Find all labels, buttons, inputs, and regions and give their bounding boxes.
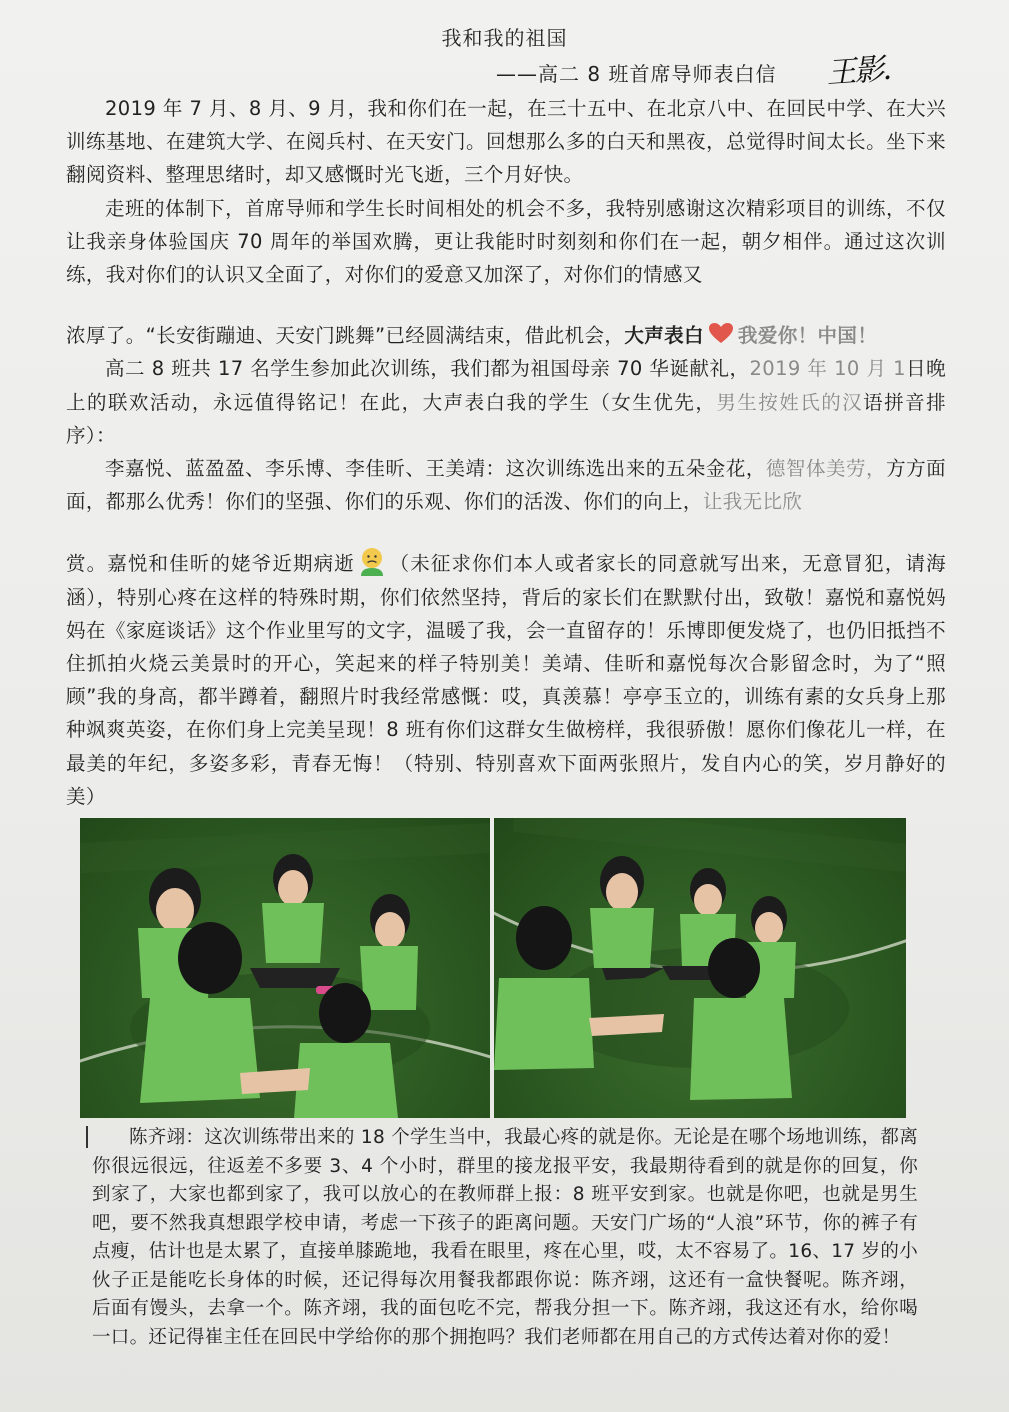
photo-row [80, 818, 906, 1118]
page-title: 我和我的祖国 [441, 26, 568, 50]
paragraph-4-text-a: 高二 8 班共 17 名学生参加此次训练，我们都为祖国母亲 70 华诞献礼， [105, 357, 750, 381]
group-photo-right [494, 818, 906, 1118]
paragraph-5-faded-b: 让我无比欣 [702, 490, 803, 514]
paragraph-5-text-b: 方方面面，都那么优秀！你们的坚强、你们的乐观、你们的活泼、你们的向上， [66, 457, 947, 514]
line-gap [66, 291, 946, 319]
page-subtitle: ——高二 8 班首席导师表白信 [496, 62, 777, 86]
heart-icon [708, 322, 734, 344]
paragraph-6 [66, 546, 946, 813]
paragraph-5 [66, 452, 946, 518]
paragraph-6-text-b: （未征求你们本人或者家长的同意就写出来，无意冒犯，请海涵），特别心疼在这样的特殊时期，你们依然坚持，背后的家长们在默默付出，致敬！嘉悦和嘉悦妈妈在《家庭谈话》这个作业里写的文字，温暖了我，会一直留存的！乐博即便发烧了，也仍旧抵挡不住抓拍火烧云美景时的开心，笑起来的样子特别美！美靖、佳昕和嘉悦每次合影留念时，为了“照顾”我的身高，都半蹲着，翻照片时我经常感慨：哎，真羡慕！亭亭玉立的，训练有素的女兵身上那种飒爽英姿，在你们身上完美呈现！8 班有你们这群女生做榜样，我很骄傲！愿你们像花儿一样，在最美的年纪，多姿多彩，青春无悔！（特别、特别喜欢下面两张照片，发自内心的笑，岁月静好的美） [66, 552, 946, 808]
letter-lower-body [92, 1124, 918, 1352]
text-cursor-bar [86, 1126, 88, 1148]
paragraph-5-text-a: 李嘉悦、蓝盈盈、李乐博、李佳昕、王美靖：这次训练选出来的五朵金花， [105, 457, 766, 481]
paragraph-4 [66, 352, 946, 452]
love-china-text: 我爱你！中国！ [737, 324, 878, 348]
paragraph-2: 走班的体制下，首席导师和学生长时间相处的机会不多，我特别感谢这次精彩项目的训练，不仅让我亲身体验国庆 70 周年的举国欢腾，更让我能时时刻刻和你们在一起，朝夕相伴。通过这次训练，我对你们的认识又全面了，对你们的爱意又加深了，对你们的情感又 [66, 196, 946, 287]
paragraph-4-text-b: 日晚上的联欢活动，永远值得铭记！在此，大声表白我的学生（女生优先， [66, 357, 946, 414]
paragraph-1: 2019 年 7 月、8 月、9 月，我和你们在一起，在三十五中、在北京八中、在回民中学、在大兴训练基地、在建筑大学、在阅兵村、在天安门。回想那么多的白天和黑夜，总觉得时间太长。坐下来翻阅资料、整理思绪时，却又感慨时光飞逝，三个月好快。 [66, 97, 946, 187]
line-gap [66, 518, 946, 546]
paragraph-7: 陈齐翊：这次训练带出来的 18 个学生当中，我最心疼的就是你。无论是在哪个场地训练，都离你很远很远，往返差不多要 3、4 个小时，群里的接龙报平安，我最期待看到的就是你的回复，你到家了，大家也都到家了，我可以放心的在教师群上报：8 班平安到家。也就是你吧，也就是男生吧，要不然我真想跟学校申请，考虑一下孩子的距离问题。天安门广场的“人浪”环节，你的裤子有点瘦，估计也是太累了，直接单膝跪地，我看在眼里，疼在心里，哎，太不容易了。16、17 岁的小伙子正是能吃长身体的时候，还记得每次用餐我都跟你说：陈齐翊，这还有一盒快餐呢。陈齐翊，后面有馒头，去拿一个。陈齐翊，我的面包吃不完，帮我分担一下。陈齐翊，我这还有水，给你喝一口。还记得崔主任在回民中学给你的那个拥抱吗？我们老师都在用自己的方式传达着对你的爱！ [92, 1127, 918, 1348]
letter-body [66, 92, 946, 813]
paragraph-4-text-c: 语拼音排序）： [66, 390, 946, 447]
paragraph-3 [66, 319, 946, 352]
paragraph-4-faded-a: 2019 年 10 月 1 [749, 357, 906, 381]
paragraph-5-faded-a: 德智体美劳， [765, 457, 887, 481]
loud-confession-text: 大声表白 [624, 324, 704, 348]
handwritten-signature: 王影. [825, 51, 891, 92]
paragraph-6-text-a: 赏。嘉悦和佳昕的姥爷近期病逝 [66, 552, 355, 576]
paragraph-3-text: 浓厚了。“长安街蹦迪、天安门跳舞”已经圆满结束，借此机会， [66, 324, 625, 348]
sad-emoji-icon [357, 546, 387, 576]
paragraph-4-faded-b: 男生按姓氏的汉 [716, 390, 864, 414]
group-photo-left [80, 818, 490, 1118]
